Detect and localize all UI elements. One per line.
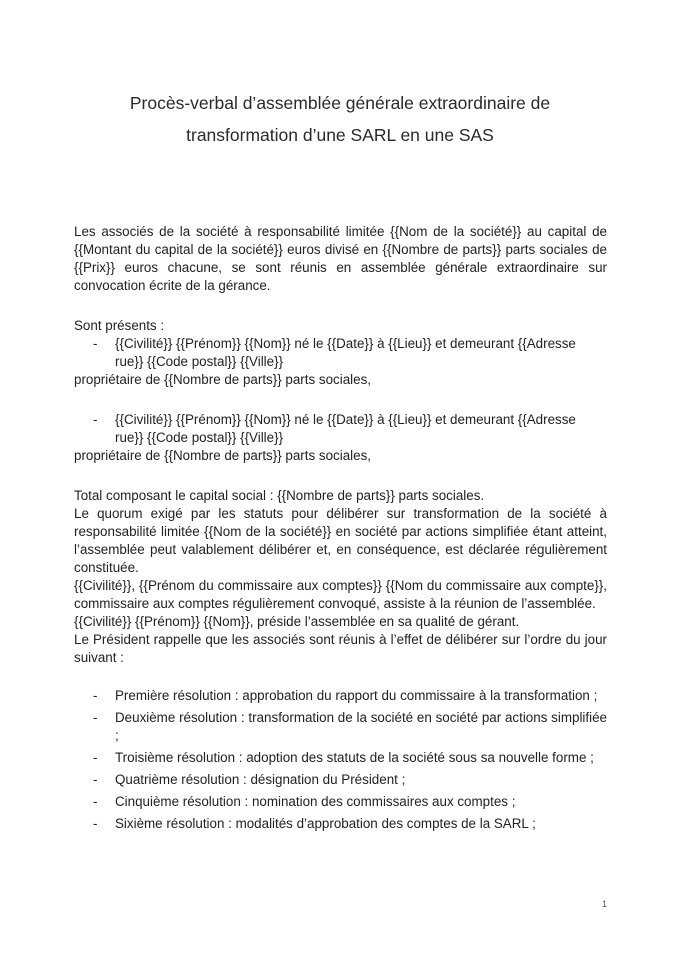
title-line-2: transformation d’une SARL en une SAS [186,125,494,145]
quorum-paragraph: Le quorum exigé par les statuts pour délibérer sur transformation de la société à responsabilité limitée {{Nom de la société}} en société par actions simplifiée étant atteint, l’assemblée peut valablement délibérer et, en conséquence, est déclarée régulièrement constituée. [74,506,607,575]
attendee-list [74,411,607,447]
commissaire-paragraph: {{Civilité}}, {{Prénom du commissaire aux comptes}} {{Nom du commissaire aux compte}}, commissaire aux comptes régulièrement convoqué, assiste à la réunion de l’assemblée. [74,578,607,611]
title-line-1: Procès-verbal d’assemblée générale extraordinaire de [129,93,551,113]
agenda-item: - Première résolution : approbation du rapport du commissaire à la transformation ; [74,687,607,705]
attendee-item: - {{Civilité}} {{Prénom}} {{Nom}} né le {{Date}} à {{Lieu}} et demeurant {{Adresse rue}} {{Code postal}} {{Ville}} [74,411,607,447]
page-number: 1 [602,899,608,909]
president-paragraph: {{Civilité}} {{Prénom}} {{Nom}}, préside l’assemblée en sa qualité de gérant. [74,614,520,629]
attendee-shares: propriétaire de {{Nombre de parts}} parts sociales, [74,448,371,463]
attendee-item: - {{Civilité}} {{Prénom}} {{Nom}} né le {{Date}} à {{Lieu}} et demeurant {{Adresse rue}} {{Code postal}} {{Ville}} [74,335,607,371]
agenda-item: - Quatrième résolution : désignation du Président ; [74,771,607,789]
presents-label: Sont présents : [74,318,165,333]
document-body [74,223,607,837]
total-capital-paragraph: Total composant le capital social : {{Nombre de parts}} parts sociales. [74,488,485,503]
agenda-item: - Deuxième résolution : transformation de la société en société par actions simplifiée ; [74,709,607,745]
agenda-list [74,687,607,833]
agenda-item: - Troisième résolution : adoption des statuts de la société sous sa nouvelle forme ; [74,749,607,767]
agenda-item: - Cinquième résolution : nomination des commissaires aux comptes ; [74,793,607,811]
attendee-list [74,335,607,371]
agenda-item: - Sixième résolution : modalités d’approbation des comptes de la SARL ; [74,815,607,833]
attendee-shares: propriétaire de {{Nombre de parts}} parts sociales, [74,372,371,387]
agenda-intro-paragraph: Le Président rappelle que les associés sont réunis à l’effet de délibérer sur l’ordre du jour suivant : [74,632,607,665]
document-title [60,87,620,151]
intro-paragraph: Les associés de la société à responsabilité limitée {{Nom de la société}} au capital de {{Montant du capital de la société}} euros divisé en {{Nombre de parts}} parts sociales de {{Prix}} euros chacune, se sont réunis en assemblée générale extraordinaire sur convocation écrite de la gérance. [74,224,607,293]
